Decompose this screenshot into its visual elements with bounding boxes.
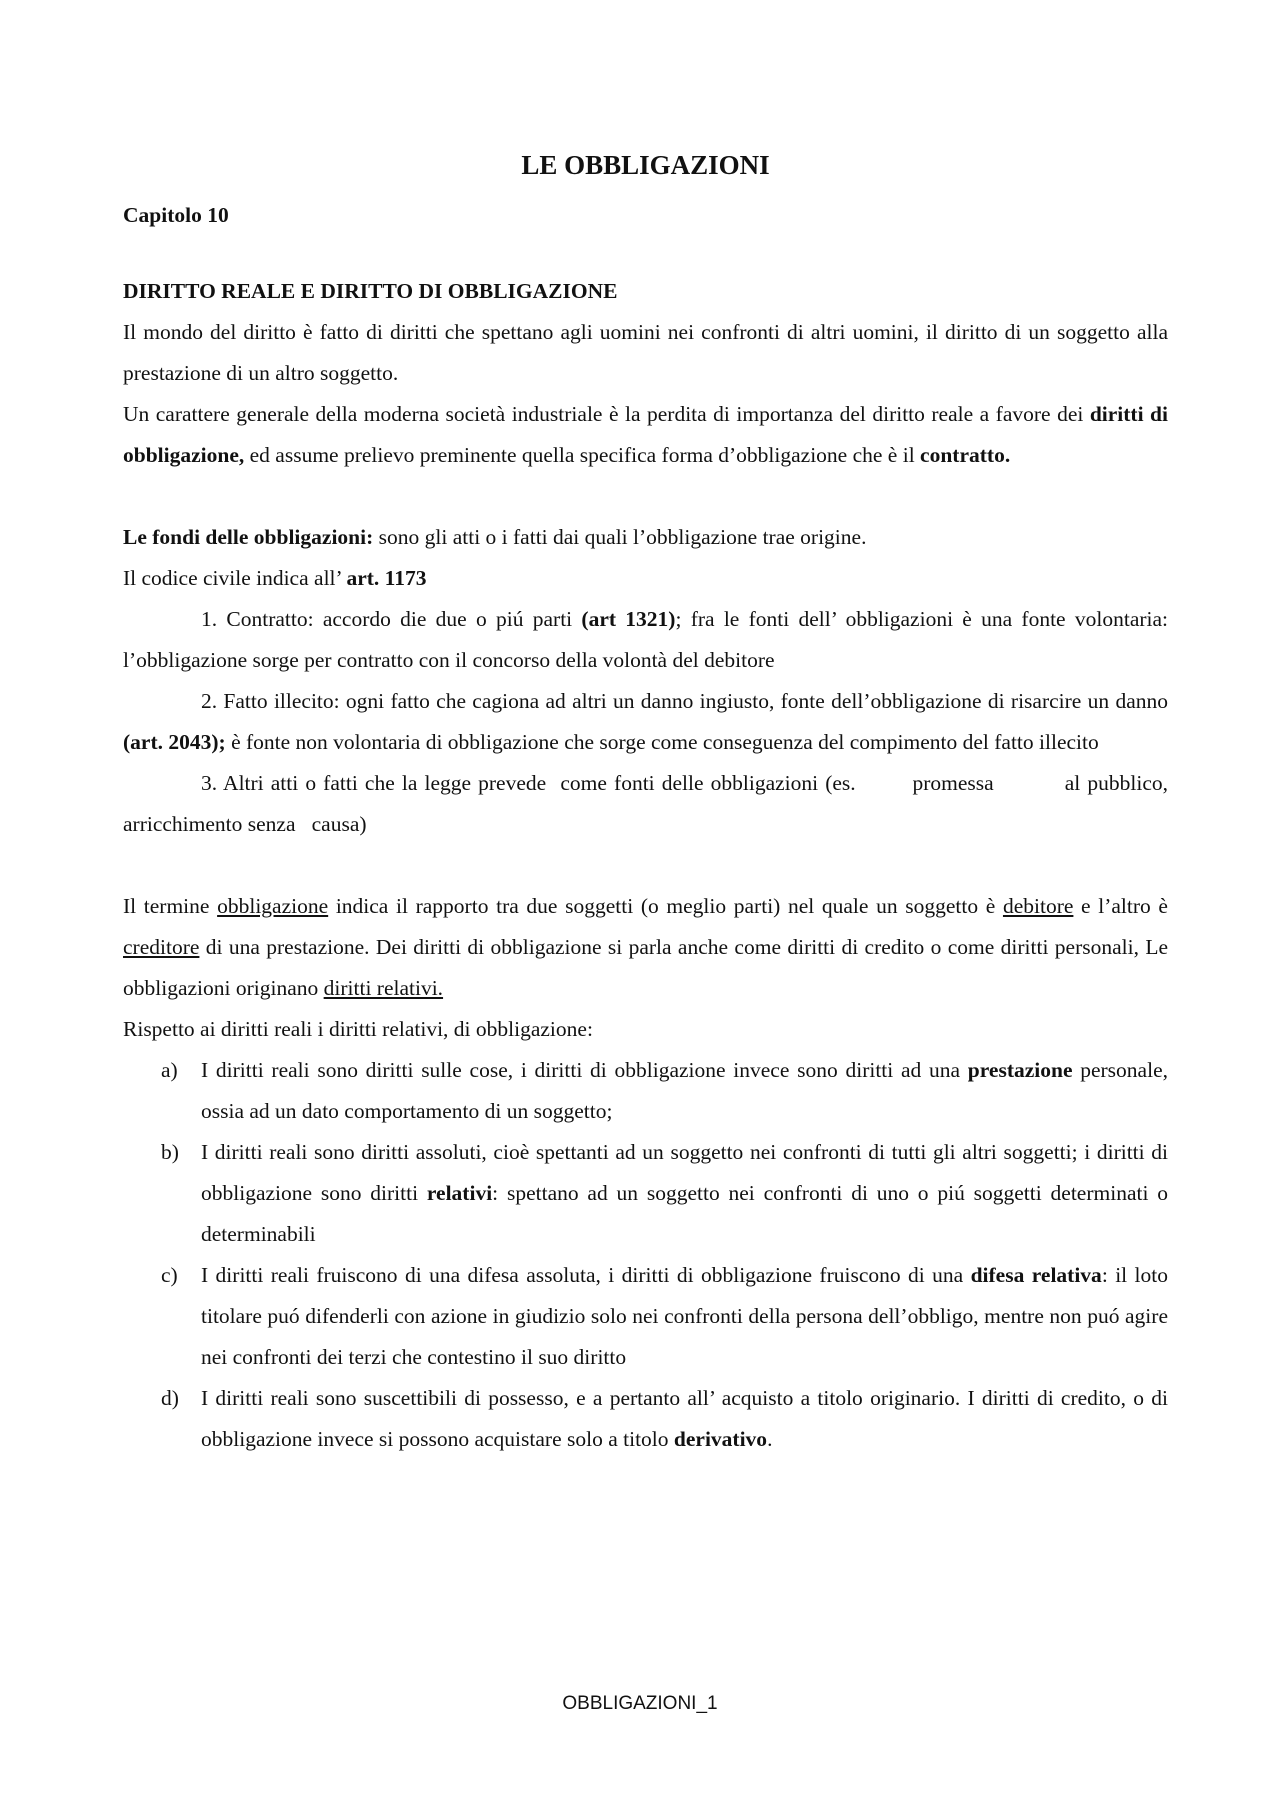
list-item-text-cont: : il loto titolare puó difenderli con azione in giudizio solo nei confronti della persona dell’obbligo, mentre non puó agire nei confronti dei terzi che contestino il suo diritto (201, 1263, 1168, 1369)
intro-text-cont: ed assume prelievo preminente quella specifica forma d’obbligazione che è il (244, 443, 921, 467)
source-item-1-text: 1. Contratto: accordo die due o piú parti (201, 607, 582, 631)
list-item-text: I diritti reali fruiscono di una difesa assoluta, i diritti di obbligazione fruiscono di una (201, 1263, 971, 1287)
section-heading: DIRITTO REALE E DIRITTO DI OBBLIGAZIONE (123, 279, 618, 303)
document-page (123, 150, 1174, 1460)
article-1173: art. 1173 (346, 566, 427, 590)
sources-paragraph (123, 517, 1168, 558)
list-item-bold: derivativo (673, 1427, 768, 1451)
term-text-2: indica il rapporto tra due soggetti (o meglio parti) nel quale un soggetto è (328, 894, 1003, 918)
list-marker: d) (161, 1386, 179, 1410)
intro-bold-contract: contratto. (920, 443, 1011, 467)
article-2043: (art. 2043); (123, 730, 226, 754)
document-title: LE OBBLIGAZIONI (521, 150, 770, 180)
intro-bold-obligation-rights: diritti di obbligazione, (123, 402, 1168, 467)
source-item-tort (123, 681, 1168, 763)
list-item-bold: relativi (426, 1181, 493, 1205)
page-footer: OBBLIGAZIONI_1 (562, 1693, 718, 1714)
list-item (123, 1255, 1168, 1378)
list-item-text-cont: . (767, 1427, 773, 1451)
comparison-list (123, 1050, 1168, 1460)
sources-label: Le fondi delle obbligazioni: (123, 525, 374, 549)
civil-code-text: Il codice civile indica all’ (123, 566, 347, 590)
term-text-4: di una prestazione. Dei diritti di obbligazione si parla anche come diritti di credito o come diritti personali, Le obbligazioni originano (123, 935, 1168, 1000)
term-text-3: e l’altro è (1073, 894, 1168, 918)
list-marker: b) (161, 1140, 179, 1164)
list-item-bold: difesa relativa (970, 1263, 1102, 1287)
list-item-bold: prestazione (967, 1058, 1073, 1082)
list-item-text: I diritti reali sono suscettibili di possesso, e a pertanto all’ acquisto a titolo originario. I diritti di credito, o di obbligazione invece si possono acquistare solo a titolo (201, 1386, 1168, 1451)
list-item (123, 1132, 1168, 1255)
underlined-obbligazione: obbligazione (217, 894, 329, 918)
list-item-text: I diritti reali sono diritti sulle cose, i diritti di obbligazione invece sono diritti ad una (201, 1058, 968, 1082)
underlined-debitore: debitore (1002, 894, 1074, 918)
source-item-1-cont: ; fra le fonti dell’ obbligazioni è una fonte volontaria: l’obbligazione sorge per contratto con il concorso della volontà del debitore (123, 607, 1169, 672)
list-item-text-cont: : spettano ad un soggetto nei confronti di uno o piú soggetti determinati o determinabili (201, 1181, 1168, 1246)
chapter-label: Capitolo 10 (123, 203, 229, 227)
source-item-2-text: 2. Fatto illecito: ogni fatto che cagiona ad altri un danno ingiusto, fonte dell’obbligazione di risarcire un danno (201, 689, 1168, 713)
underlined-diritti-relativi: diritti relativi. (323, 976, 444, 1000)
source-item-2-cont: è fonte non volontaria di obbligazione che sorge come conseguenza del compimento del fatto illecito (225, 730, 1099, 754)
sources-text: sono gli atti o i fatti dai quali l’obbligazione trae origine. (373, 525, 867, 549)
list-item (123, 1050, 1168, 1132)
term-text-1: Il termine (123, 894, 218, 918)
source-item-contract (123, 599, 1168, 681)
civil-code-line (123, 558, 1168, 599)
list-item-text: I diritti reali sono diritti assoluti, cioè spettanti ad un soggetto nei confronti di tutti gli altri soggetti; i diritti di obbligazione sono diritti (201, 1140, 1168, 1205)
intro-paragraph-2 (123, 394, 1168, 476)
comparison-intro: Rispetto ai diritti reali i diritti relativi, di obbligazione: (123, 1017, 593, 1041)
list-marker: a) (161, 1058, 178, 1082)
list-item (123, 1378, 1168, 1460)
underlined-creditore: creditore (123, 935, 200, 959)
intro-paragraph-1: Il mondo del diritto è fatto di diritti che spettano agli uomini nei confronti di altri uomini, il diritto di un soggetto alla prestazione di un altro soggetto. (123, 320, 1168, 385)
intro-text: Un carattere generale della moderna società industriale è la perdita di importanza del diritto reale a favore dei (123, 402, 1090, 426)
source-item-other: 3. Altri atti o fatti che la legge prevede come fonti delle obbligazioni (es. promessa al pubblico, arricchimento senza causa) (123, 771, 1174, 836)
term-paragraph (123, 886, 1168, 1009)
list-marker: c) (161, 1263, 178, 1287)
article-1321: (art 1321) (581, 607, 676, 631)
list-item-text-cont: personale, ossia ad un dato comportamento di un soggetto; (201, 1058, 1168, 1123)
